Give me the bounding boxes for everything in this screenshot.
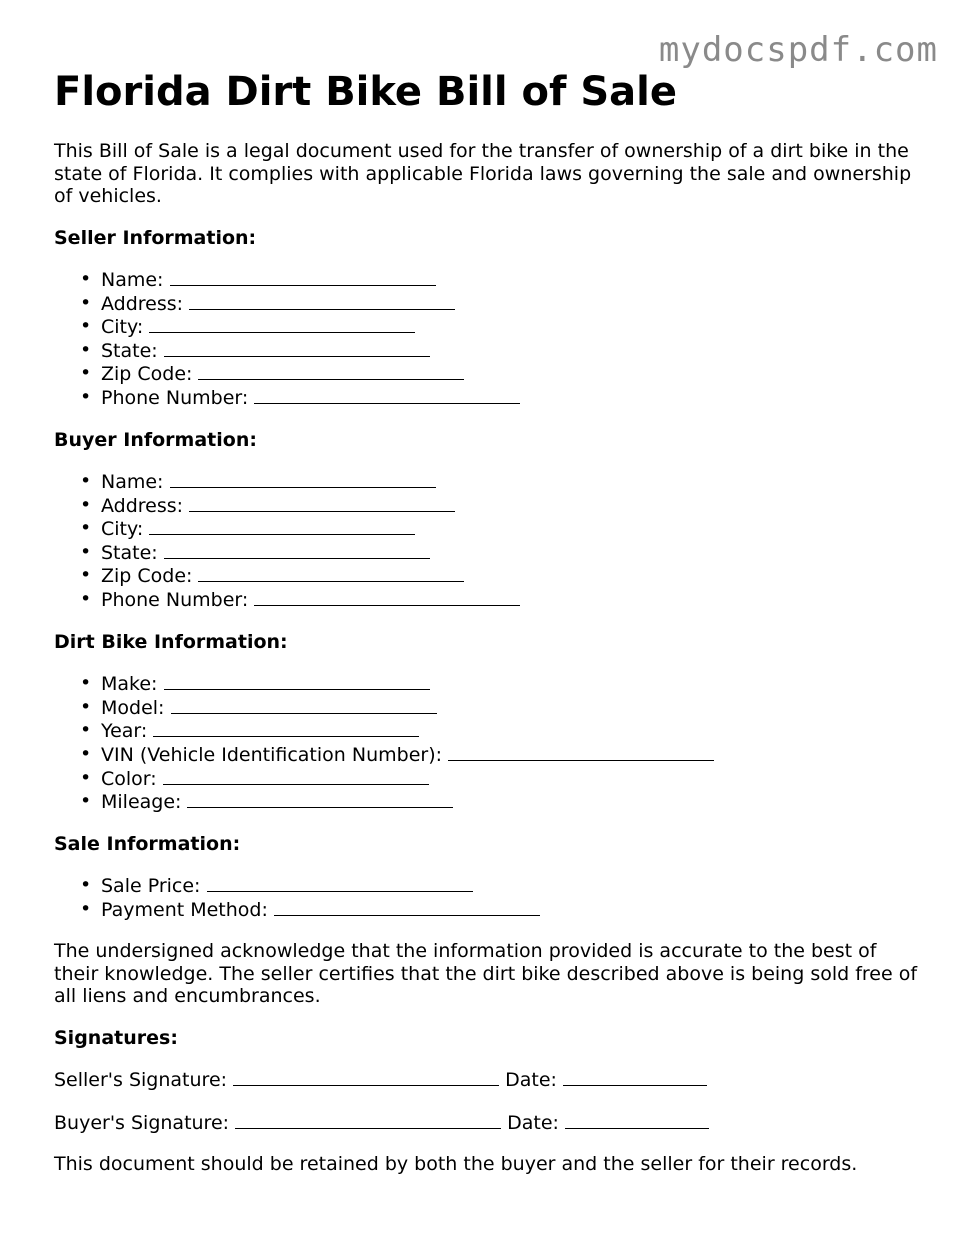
- blank-line: [164, 541, 430, 559]
- blank-line: [153, 719, 419, 737]
- seller-date-blank[interactable]: [563, 1068, 707, 1086]
- sale-price-field[interactable]: • Sale Price:: [101, 874, 924, 898]
- blank-line: [207, 874, 473, 892]
- page-title: Florida Dirt Bike Bill of Sale: [54, 69, 677, 115]
- buyer-zip-field[interactable]: • Zip Code:: [101, 564, 924, 588]
- bike-heading: Dirt Bike Information:: [54, 630, 288, 653]
- signatures-heading: Signatures:: [54, 1026, 178, 1049]
- buyer-date-label: Date:: [507, 1111, 559, 1134]
- blank-line: [170, 268, 436, 286]
- seller-city-field[interactable]: • City:: [101, 315, 924, 339]
- field-label: Payment Method:: [101, 898, 268, 921]
- bike-model-field[interactable]: • Model:: [101, 696, 924, 720]
- field-label: Address:: [101, 292, 184, 315]
- bike-year-field[interactable]: • Year:: [101, 719, 924, 743]
- buyer-phone-field[interactable]: • Phone Number:: [101, 588, 924, 612]
- buyer-signature-line[interactable]: [54, 1111, 924, 1135]
- payment-method-field[interactable]: • Payment Method:: [101, 898, 924, 922]
- buyer-state-field[interactable]: • State:: [101, 541, 924, 565]
- field-label: Phone Number:: [101, 589, 249, 612]
- seller-date-label: Date:: [505, 1069, 557, 1092]
- buyer-fields-list: [54, 470, 924, 612]
- seller-phone-field[interactable]: • Phone Number:: [101, 386, 924, 410]
- intro-paragraph: This Bill of Sale is a legal document used for the transfer of ownership of a dirt bike in the state of Florida. It complies with applicable Florida laws governing the sale and ownership of vehicles.: [54, 140, 912, 207]
- blank-line: [274, 898, 540, 916]
- blank-line: [189, 494, 455, 512]
- blank-line: [187, 790, 453, 808]
- buyer-signature-blank[interactable]: [235, 1111, 501, 1129]
- seller-zip-field[interactable]: • Zip Code:: [101, 362, 924, 386]
- buyer-city-field[interactable]: • City:: [101, 517, 924, 541]
- blank-line: [149, 315, 415, 333]
- seller-signature-label: Seller's Signature:: [54, 1069, 228, 1092]
- blank-line: [170, 470, 436, 488]
- blank-line: [254, 386, 520, 404]
- field-label: Name:: [101, 269, 164, 291]
- field-label: State:: [101, 541, 158, 564]
- field-label: Zip Code:: [101, 363, 193, 386]
- buyer-address-field[interactable]: • Address:: [101, 494, 924, 518]
- seller-heading: Seller Information:: [54, 226, 257, 249]
- field-label: Year:: [101, 720, 148, 743]
- blank-line: [164, 339, 430, 357]
- field-label: Address:: [101, 494, 184, 517]
- seller-state-field[interactable]: • State:: [101, 339, 924, 363]
- seller-address-field[interactable]: • Address:: [101, 292, 924, 316]
- blank-line: [189, 292, 455, 310]
- field-label: VIN (Vehicle Identification Number):: [101, 743, 443, 766]
- field-label: Name:: [101, 471, 164, 494]
- bike-make-field[interactable]: • Make:: [101, 672, 924, 696]
- field-label: Mileage:: [101, 791, 182, 814]
- field-label: State:: [101, 339, 158, 362]
- field-label: Zip Code:: [101, 565, 193, 588]
- bike-mileage-field[interactable]: • Mileage:: [101, 790, 924, 814]
- blank-line: [198, 564, 464, 582]
- blank-line: [149, 517, 415, 535]
- blank-line: [164, 672, 430, 690]
- buyer-heading: Buyer Information:: [54, 428, 257, 451]
- field-label: Color:: [101, 767, 157, 790]
- seller-name-field[interactable]: • Name:: [101, 268, 924, 292]
- footer-note: This document should be retained by both the buyer and the seller for their records.: [54, 1153, 858, 1176]
- bike-vin-field[interactable]: • VIN (Vehicle Identification Number):: [101, 743, 924, 767]
- seller-fields-list: [54, 268, 924, 410]
- field-label: Sale Price:: [101, 875, 201, 898]
- buyer-name-field[interactable]: • Name:: [101, 470, 924, 494]
- seller-signature-blank[interactable]: [233, 1068, 499, 1086]
- acknowledgment-paragraph: The undersigned acknowledge that the information provided is accurate to the best of their knowledge. The seller certifies that the dirt bike described above is being sold free of all liens and encumbrances.: [54, 940, 918, 1008]
- field-label: City:: [101, 518, 144, 541]
- blank-line: [254, 588, 520, 606]
- blank-line: [198, 362, 464, 380]
- sale-heading: Sale Information:: [54, 832, 241, 855]
- field-label: Make:: [101, 673, 158, 696]
- field-label: Phone Number:: [101, 386, 249, 409]
- sale-fields-list: [54, 874, 924, 921]
- seller-signature-line[interactable]: [54, 1068, 924, 1092]
- blank-line: [163, 767, 429, 785]
- blank-line: [171, 696, 437, 714]
- buyer-signature-label: Buyer's Signature:: [54, 1111, 230, 1134]
- bike-fields-list: [54, 672, 924, 814]
- buyer-date-blank[interactable]: [565, 1111, 709, 1129]
- document-page: [54, 66, 924, 1176]
- bike-color-field[interactable]: • Color:: [101, 767, 924, 791]
- blank-line: [448, 743, 714, 761]
- field-label: City:: [101, 316, 144, 339]
- field-label: Model:: [101, 696, 165, 719]
- watermark: mydocspdf.com: [658, 30, 938, 70]
